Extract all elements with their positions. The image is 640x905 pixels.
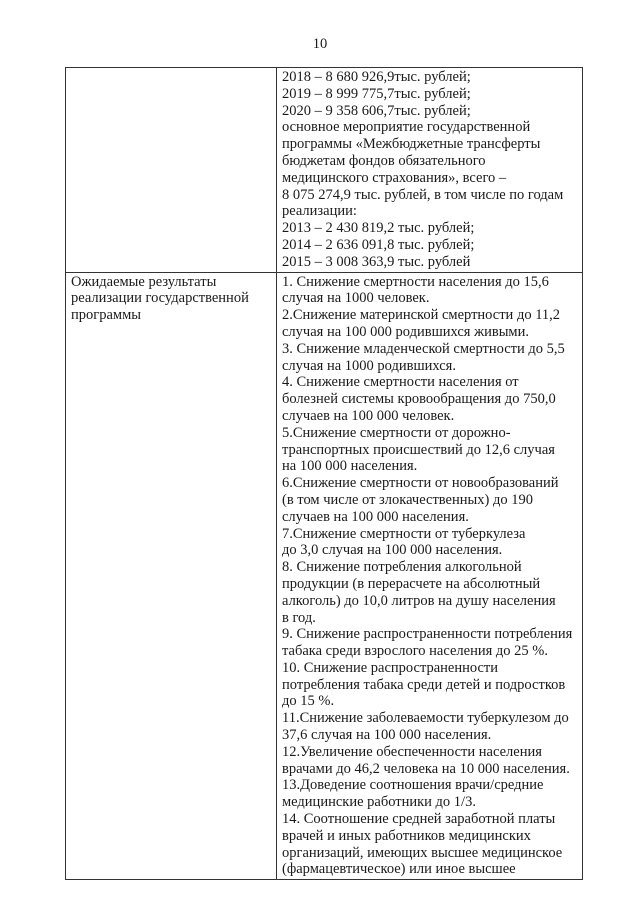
content-line: 12.Увеличение обеспеченности населения	[282, 743, 542, 760]
content-line: бюджетам фондов обязательного	[282, 152, 486, 169]
content-line: продукции (в перерасчете на абсолютный	[282, 575, 541, 592]
row-label-cell	[66, 68, 277, 273]
content-line: медицинские работники до 1/3.	[282, 794, 476, 811]
content-line: болезней системы кровообращения до 750,0	[282, 391, 556, 408]
table-row	[66, 68, 583, 273]
content-line: врачами до 46,2 человека на 10 000 населения.	[282, 760, 570, 777]
content-line: 2.Снижение материнской смертности до 11,2	[282, 307, 561, 324]
content-line: 1. Снижение смертности населения до 15,6	[282, 273, 549, 290]
content-line: (фармацевтическое) или иное высшее	[282, 861, 516, 878]
content-line: случая на 1000 человек.	[282, 290, 430, 307]
content-line: 10. Снижение распространенности	[282, 659, 499, 676]
content-line: 3. Снижение младенческой смертности до 5,5	[282, 340, 565, 357]
content-line: 2019 – 8 999 775,7тыс. рублей;	[282, 85, 471, 102]
content-line: реализации:	[282, 203, 357, 220]
content-line: 2020 – 9 358 606,7тыс. рублей;	[282, 102, 471, 119]
content-line: 14. Соотношение средней заработной платы	[282, 811, 556, 828]
content-line: врачей и иных работников медицинских	[282, 827, 531, 844]
content-line: 8 075 274,9 тыс. рублей, в том числе по годам	[282, 186, 564, 203]
content-line: организаций, имеющих высшее медицинское	[282, 844, 563, 861]
table-body	[66, 68, 583, 880]
content-line: 2013 – 2 430 819,2 тыс. рублей;	[282, 220, 475, 237]
content-line: программы «Межбюджетные трансферты	[282, 136, 541, 153]
content-line: табака среди взрослого населения до 25 %.	[282, 643, 548, 660]
content-line: 7.Снижение смертности от туберкулеза	[282, 525, 526, 542]
label-line: программы	[71, 307, 141, 324]
page-number: 10	[312, 36, 328, 52]
row-label-cell	[66, 272, 277, 880]
content-line: 8. Снижение потребления алкогольной	[282, 559, 522, 576]
content-line: 6.Снижение смертности от новообразований	[282, 475, 559, 492]
content-line: случая на 100 000 родившихся живыми.	[282, 323, 529, 340]
table-row	[66, 272, 583, 880]
content-line: медицинского страхования», всего –	[282, 169, 507, 186]
content-line: на 100 000 населения.	[282, 458, 418, 475]
content-line: случаев на 100 000 человек.	[282, 407, 455, 424]
content-line: случаев на 100 000 населения.	[282, 508, 469, 525]
content-line: 11.Снижение заболеваемости туберкулезом до	[282, 710, 569, 727]
row-content-cell	[277, 272, 583, 880]
content-line: основное мероприятие государственной	[282, 119, 531, 136]
label-line: реализации государственной	[71, 290, 249, 307]
content-line: до 15 %.	[282, 693, 335, 710]
row-content-cell	[277, 68, 583, 273]
content-line: случая на 1000 родившихся.	[282, 357, 456, 374]
content-line: 4. Снижение смертности населения от	[282, 374, 519, 391]
content-line: алкоголь) до 10,0 литров на душу населения	[282, 592, 556, 609]
content-line: (в том числе от злокачественных) до 190	[282, 491, 533, 508]
content-line: 5.Снижение смертности от дорожно-	[282, 424, 511, 441]
content-line: 2018 – 8 680 926,9тыс. рублей;	[282, 69, 471, 85]
content-line: 2014 – 2 636 091,8 тыс. рублей;	[282, 236, 475, 253]
content-line: 9. Снижение распространенности потребления	[282, 626, 573, 643]
content-line: до 3,0 случая на 100 000 населения.	[282, 542, 503, 559]
content-line: 2015 – 3 008 363,9 тыс. рублей	[282, 253, 471, 270]
content-line: потребления табака среди детей и подростков	[282, 676, 566, 693]
content-line: 13.Доведение соотношения врачи/средние	[282, 777, 544, 794]
content-line: транспортных происшествий до 12,6 случая	[282, 441, 555, 458]
label-line: Ожидаемые результаты	[71, 273, 217, 290]
content-line: 37,6 случая на 100 000 населения.	[282, 727, 492, 744]
program-passport-table	[65, 67, 583, 880]
content-line: в год.	[282, 609, 316, 626]
